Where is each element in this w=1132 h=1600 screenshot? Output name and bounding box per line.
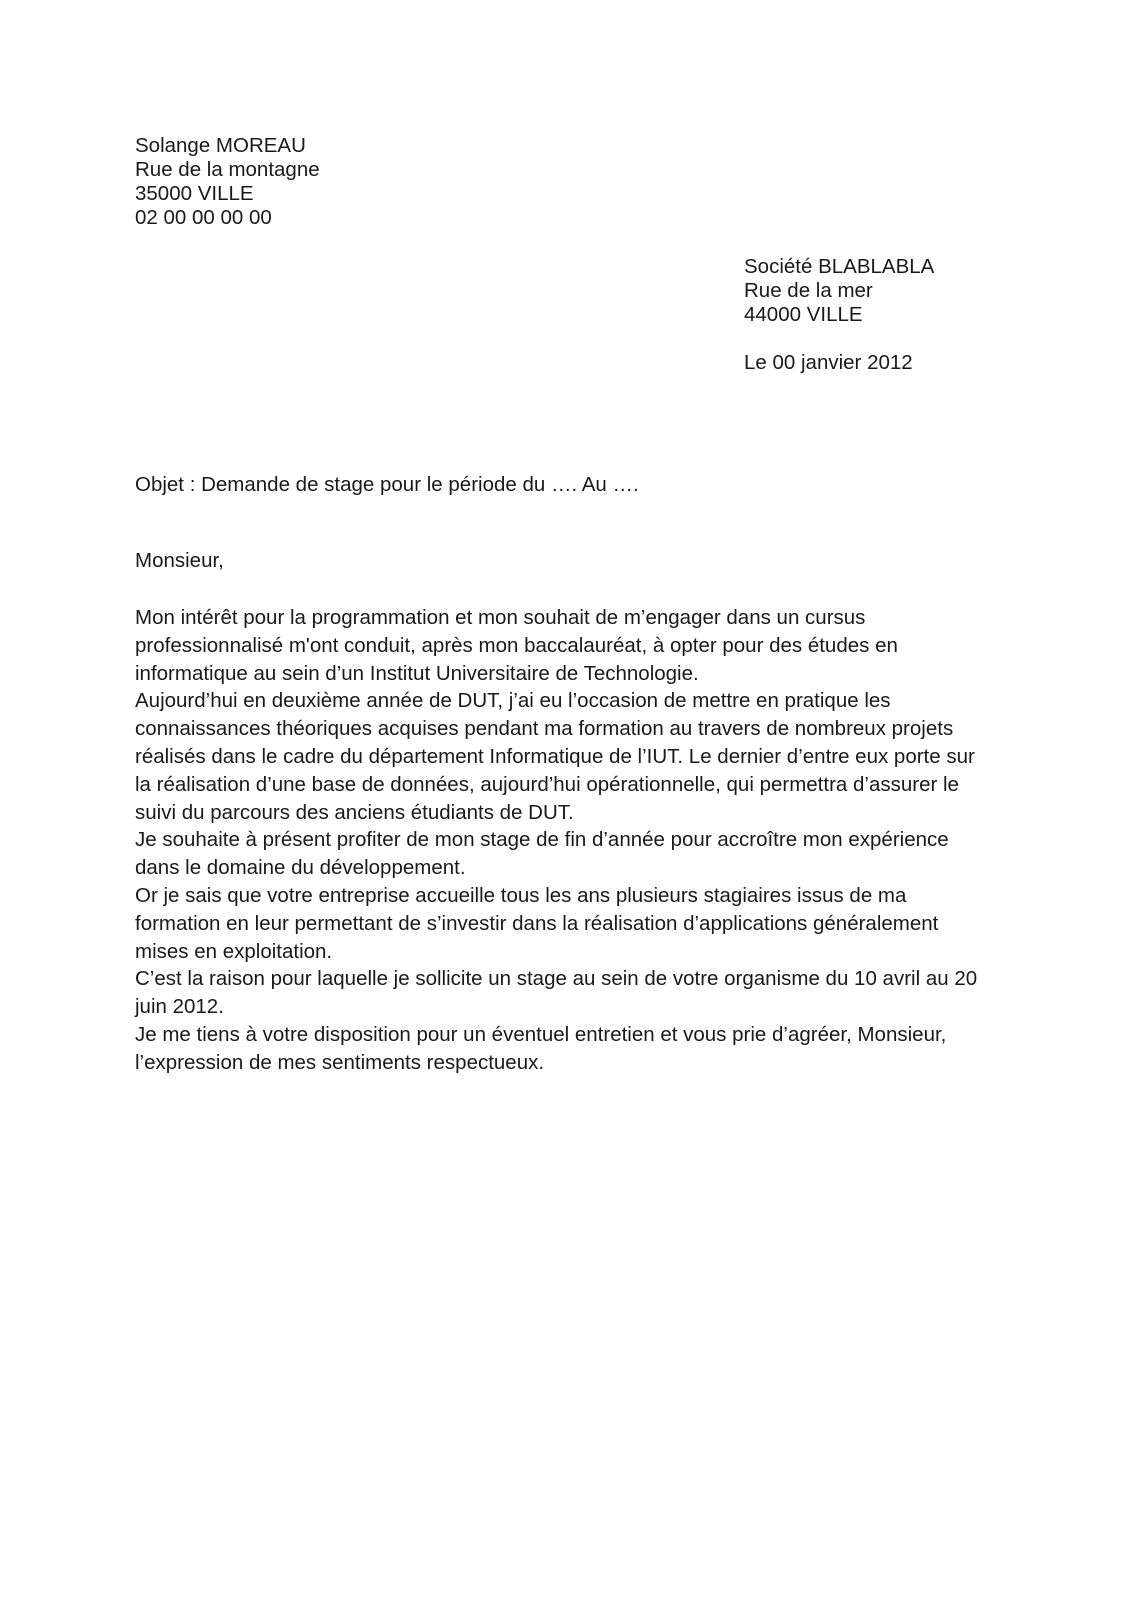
letter-date — [744, 351, 913, 375]
body-line: informatique au sein d’un Institut Universitaire de Technologie. — [135, 661, 699, 685]
letter-salutation — [135, 549, 224, 573]
body-line: professionnalisé m'ont conduit, après mon baccalauréat, à opter pour des études en — [135, 633, 898, 657]
recipient-address — [744, 255, 934, 327]
body-line: suivi du parcours des anciens étudiants de DUT. — [135, 800, 574, 824]
body-line: Je souhaite à présent profiter de mon stage de fin d’année pour accroître mon expérience — [135, 828, 949, 852]
recipient-city: 44000 VILLE — [744, 303, 863, 326]
body-line: juin 2012. — [135, 995, 224, 1019]
body-line: Aujourd’hui en deuxième année de DUT, j’ai eu l’occasion de mettre en pratique les — [135, 689, 891, 713]
body-line: réalisés dans le cadre du département Informatique de l’IUT. Le dernier d’entre eux porte sur — [135, 744, 975, 768]
sender-name: Solange MOREAU — [135, 134, 306, 157]
subject-text: Objet : Demande de stage pour le période du …. Au …. — [135, 473, 639, 496]
letter-subject — [135, 473, 639, 497]
body-line: mises en exploitation. — [135, 939, 333, 963]
body-line: Je me tiens à votre disposition pour un éventuel entretien et vous prie d’agréer, Monsieur, — [135, 1022, 947, 1046]
salutation-text: Monsieur, — [135, 549, 224, 572]
sender-address — [135, 134, 320, 230]
recipient-street: Rue de la mer — [744, 279, 873, 302]
letter-body — [135, 604, 1015, 1077]
sender-city: 35000 VILLE — [135, 182, 254, 205]
body-line: Mon intérêt pour la programmation et mon souhait de m’engager dans un cursus — [135, 606, 866, 629]
sender-phone: 02 00 00 00 00 — [135, 206, 272, 229]
body-line: connaissances théoriques acquises pendant ma formation au travers de nombreux projets — [135, 717, 954, 741]
date-text: Le 00 janvier 2012 — [744, 351, 913, 374]
body-line: la réalisation d’une base de données, aujourd’hui opérationnelle, qui permettra d’assurer le — [135, 772, 959, 796]
sender-street: Rue de la montagne — [135, 158, 320, 181]
body-line: l’expression de mes sentiments respectueux. — [135, 1050, 545, 1074]
body-line: formation en leur permettant de s’investir dans la réalisation d’applications généralement — [135, 911, 939, 935]
body-line: Or je sais que votre entreprise accueille tous les ans plusieurs stagiaires issus de ma — [135, 883, 907, 907]
body-line: C’est la raison pour laquelle je sollicite un stage au sein de votre organisme du 10 avril au 20 — [135, 967, 978, 991]
recipient-company: Société BLABLABLA — [744, 255, 935, 278]
body-line: dans le domaine du développement. — [135, 856, 466, 880]
